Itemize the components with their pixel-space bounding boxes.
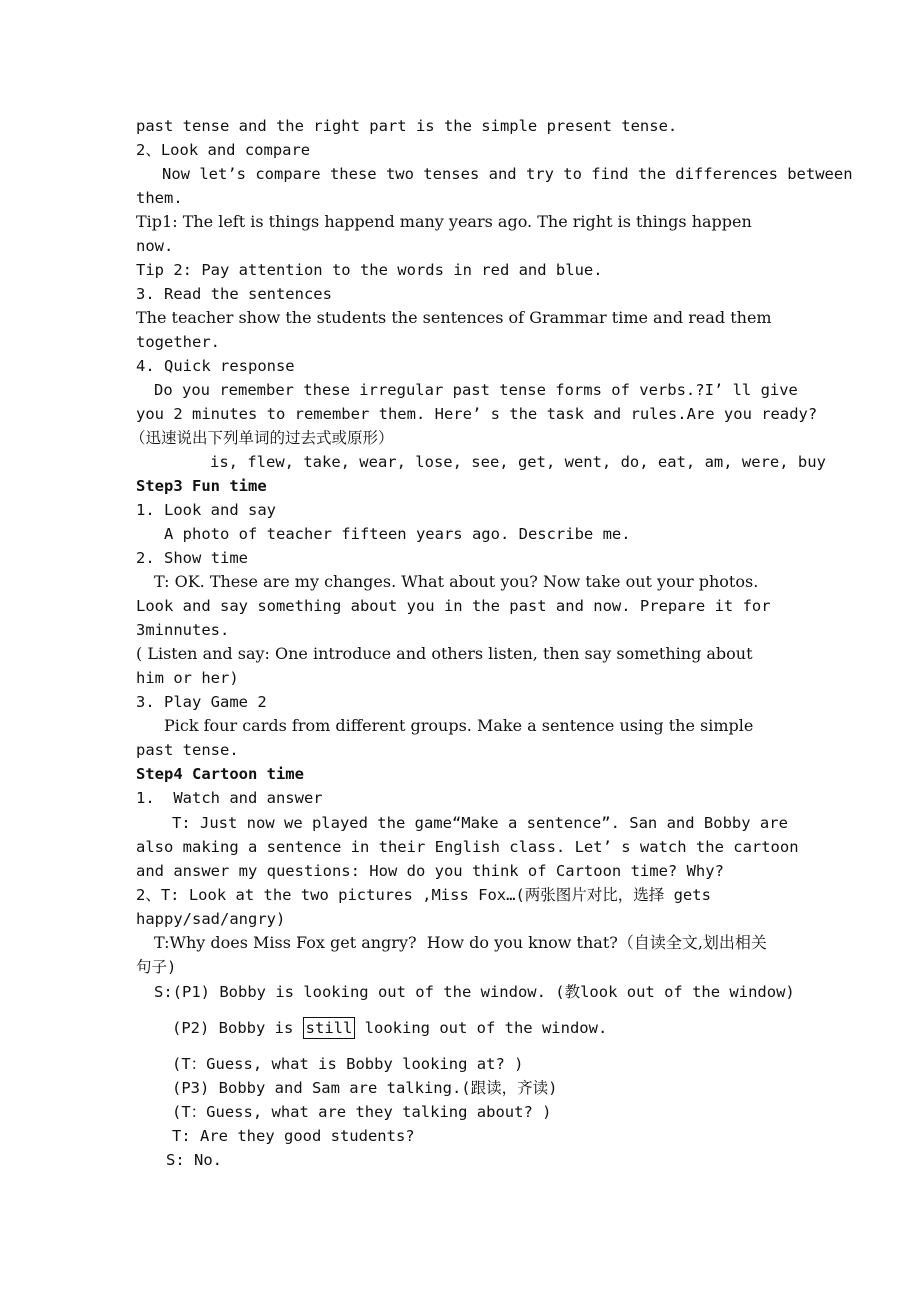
text-line: S:(P1) Bobby is looking out of the window. (教look out of the window) — [154, 983, 795, 1001]
text-line: A photo of teacher fifteen years ago. Describe me. — [164, 525, 631, 543]
text-line: him or her) — [136, 669, 239, 687]
section-heading: Step3 Fun time — [136, 477, 267, 495]
text-line: （迅速说出下列单词的过去式或原形） — [130, 429, 394, 447]
text-line: also making a sentence in their English class. Let’ s watch the cartoon — [136, 838, 799, 856]
text-line: S: No. — [166, 1151, 222, 1169]
text-line: T: Just now we played the game“Make a sentence”. San and Bobby are — [172, 814, 788, 832]
line-part: looking out of the window. — [355, 1019, 608, 1037]
text-line: is, flew, take, wear, lose, see, get, went, do, eat, am, were, buy — [210, 453, 826, 471]
text-line: you 2 minutes to remember them. Here’ s the task and rules.Are you ready? — [136, 405, 818, 423]
text-line: Look and say something about you in the past and now. Prepare it for — [136, 597, 771, 615]
text-line: now. — [136, 237, 174, 255]
text-line — [162, 164, 854, 184]
text-line: together. — [136, 333, 220, 351]
text-line: past tense. — [136, 741, 239, 759]
text-line: Tip1: The left is things happend many years ago. The right is things happen — [136, 212, 752, 231]
text-line: 3minnutes. — [136, 621, 230, 639]
text-line: 2、T: Look at the two pictures ,Miss Fox…(两张图片对比，选择 gets — [136, 886, 711, 904]
text-line: 3. Play Game 2 — [136, 693, 267, 711]
text-line: happy/sad/angry) — [136, 910, 286, 928]
boxed-word: still — [303, 1017, 356, 1039]
text-line: (T：Guess, what are they talking about? ) — [172, 1103, 552, 1121]
text-line: (P3) Bobby and Sam are talking.(跟读，齐读) — [172, 1079, 558, 1097]
line-part: (P2) Bobby is — [172, 1019, 303, 1037]
section-heading: Step4 Cartoon time — [136, 765, 304, 783]
text-line: 1. Look and say — [136, 501, 276, 519]
text-line: them. — [136, 189, 183, 207]
text-line: 4. Quick response — [136, 357, 295, 375]
text-line: 句子) — [136, 958, 177, 976]
text-line: Pick four cards from different groups. Make a sentence using the simple — [164, 716, 754, 735]
text-line: (T：Guess, what is Bobby looking at? ) — [172, 1055, 524, 1073]
text-line: and answer my questions: How do you think of Cartoon time? Why? — [136, 862, 724, 880]
line-text: Now let’s compare these two tenses and try to find the differences between — [162, 165, 853, 183]
text-line: T:Why does Miss Fox get angry? How do you know that?（自读全文,划出相关 — [154, 933, 767, 952]
text-line: 3. Read the sentences — [136, 285, 332, 303]
text-line: ( Listen and say: One introduce and others listen, then say something about — [136, 644, 753, 663]
text-line: T: OK. These are my changes. What about you? Now take out your photos. — [154, 572, 759, 591]
text-line: 2、Look and compare — [136, 141, 311, 159]
text-line: T: Are they good students? — [172, 1127, 415, 1145]
text-line: Tip 2: Pay attention to the words in red and blue. — [136, 261, 603, 279]
text-line: The teacher show the students the sentences of Grammar time and read them — [136, 308, 772, 327]
text-line: past tense and the right part is the simple present tense. — [136, 117, 678, 135]
text-line — [172, 1017, 607, 1039]
text-line: 2. Show time — [136, 549, 248, 567]
text-line: Do you remember these irregular past tense forms of verbs.?I’ ll give — [154, 381, 798, 399]
text-line: 1. Watch and answer — [136, 789, 323, 807]
